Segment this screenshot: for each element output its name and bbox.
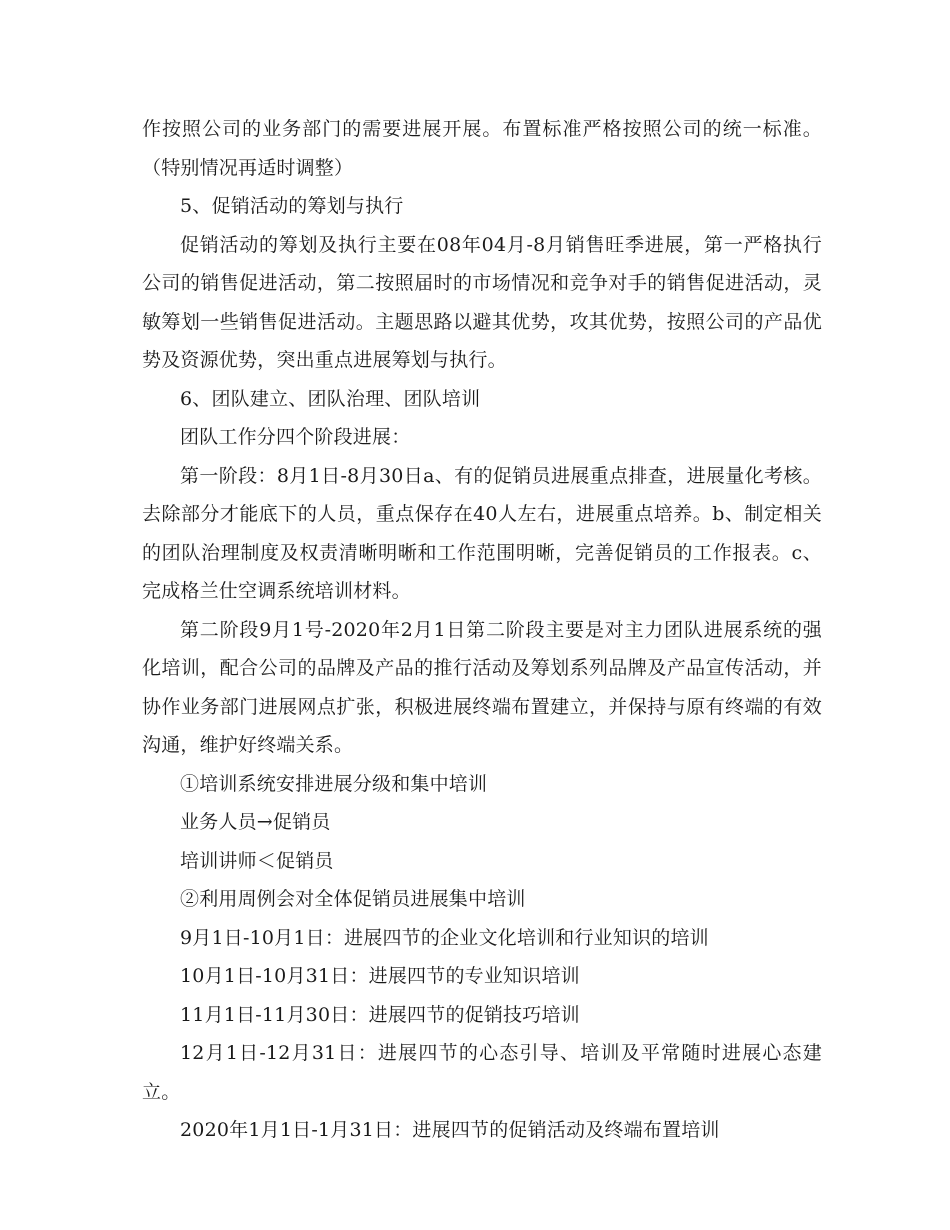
schedule-item-january: 2020年1月1日-1月31日：进展四节的促销活动及终端布置培训 bbox=[180, 1119, 720, 1141]
list-item-weekly-meeting: ②利用周例会对全体促销员进展集中培训 bbox=[180, 888, 526, 910]
paragraph-stage-one: 第一阶段：8月1日-8月30日a、有的促销员进展重点排查，进展量化考核。去除部分才能底下的人员，重点保存在40人左右，进展重点培养。b、制定相关的团队治理制度及权责清晰明晰和工作范围明晰，完善促销员的工作报表。c、完成格兰仕空调系统培训材料。 bbox=[142, 464, 822, 602]
list-item-training-system: ①培训系统安排进展分级和集中培训 bbox=[180, 772, 488, 795]
section-heading-promotion: 5、促销活动的筹划与执行 bbox=[180, 195, 404, 217]
paragraph-continuation: 作按照公司的业务部门的需要进展开展。布置标准严格按照公司的统一标准。（特别情况再适时调整） bbox=[142, 118, 822, 179]
list-item-business-staff: 业务人员→促销员 bbox=[180, 811, 331, 833]
schedule-item-october: 10月1日-10月31日：进展四节的专业知识培训 bbox=[180, 965, 580, 987]
paragraph-team-stages-intro: 团队工作分四个阶段进展： bbox=[180, 426, 411, 448]
schedule-item-november: 11月1日-11月30日：进展四节的促销技巧培训 bbox=[180, 1003, 580, 1026]
paragraph-promotion-planning: 促销活动的筹划及执行主要在08年04月-8月销售旺季进展，第一严格执行公司的销售促进活动，第二按照届时的市场情况和竞争对手的销售促进活动，灵敏筹划一些销售促进活动。主题思路以避其优势，攻其优势，按照公司的产品优势及资源优势，突出重点进展筹划与执行。 bbox=[142, 233, 822, 371]
document-body bbox=[142, 110, 822, 1150]
section-heading-team: 6、团队建立、团队治理、团队培训 bbox=[180, 387, 481, 410]
schedule-item-december: 12月1日-12月31日：进展四节的心态引导、培训及平常随时进展心态建立。 bbox=[142, 1042, 822, 1103]
list-item-trainer: 培训讲师＜促销员 bbox=[180, 849, 334, 872]
schedule-item-september: 9月1日-10月1日：进展四节的企业文化培训和行业知识的培训 bbox=[180, 926, 709, 949]
paragraph-stage-two: 第二阶段9月1号-2020年2月1日第二阶段主要是对主力团队进展系统的强化培训，配合公司的品牌及产品的推行活动及筹划系列品牌及产品宣传活动，并协作业务部门进展网点扩张，积极进展终端布置建立，并保持与原有终端的有效沟通，维护好终端关系。 bbox=[142, 618, 822, 756]
